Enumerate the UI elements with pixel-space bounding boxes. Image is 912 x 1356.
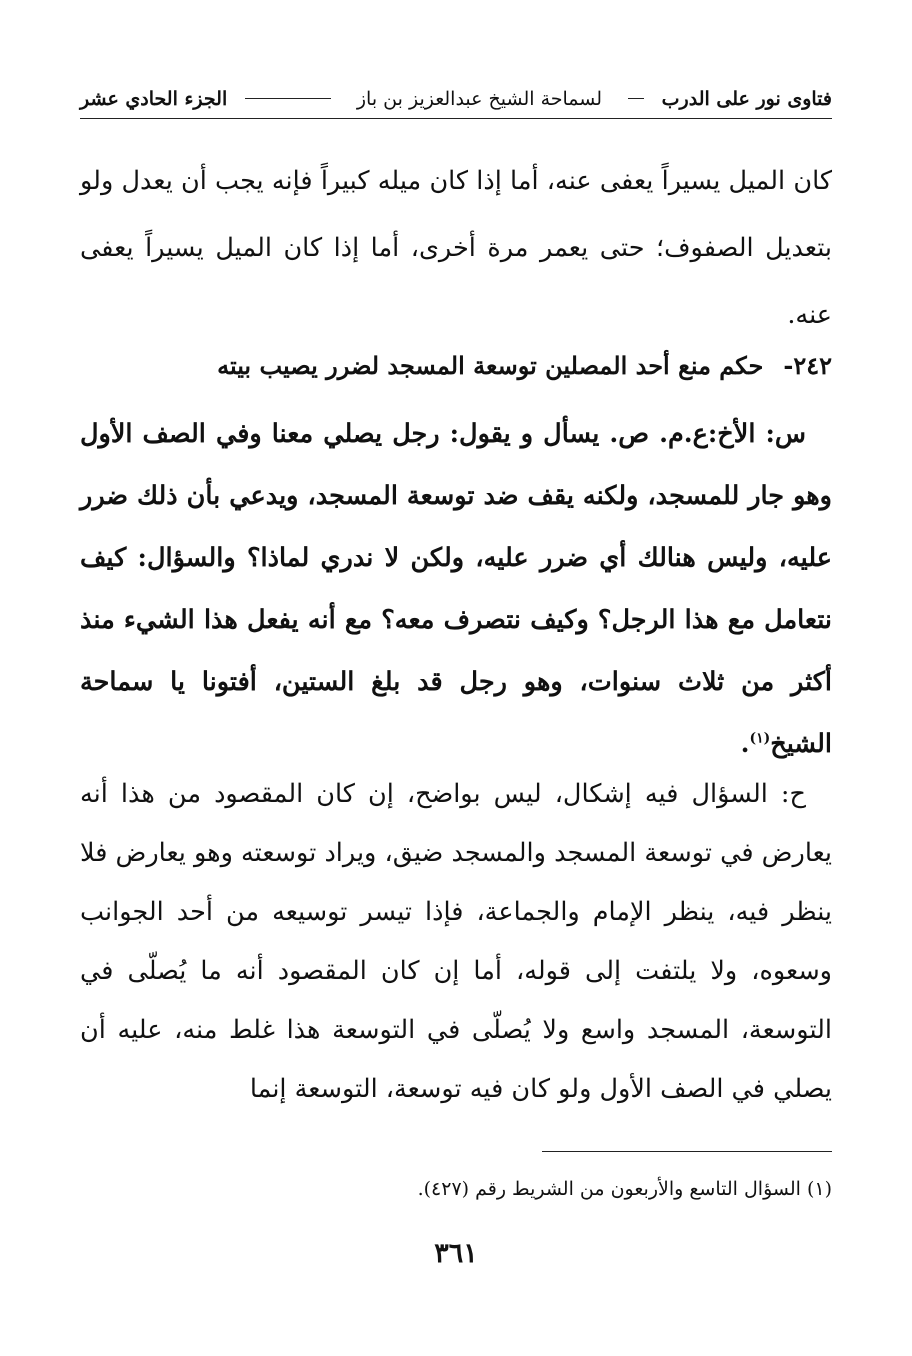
header-author: لسماحة الشيخ عبدالعزيز بن باز [356, 88, 603, 110]
header-book-title: فتاوى نور على الدرب [661, 88, 832, 110]
header-volume: الجزء الحادي عشر [80, 88, 228, 110]
footnote-marker[interactable]: (١) [749, 730, 771, 747]
question-text: س: الأخ:ع.م. ص. يسأل و يقول: رجل يصلي معنا وفي الصف الأول وهو جار للمسجد، ولكنه يقف ضد توسعة المسجد، ويدعي بأن ذلك ضرر عليه، وليس هنالك أي ضرر عليه، ولكن لا ندري لماذا؟ والسؤال: كيف نتعامل مع هذا الرجل؟ وكيف نتصرف معه؟ مع أنه يفعل هذا الشيء منذ أكثر من ثلاث سنوات، وهو رجل قد بلغ الستين، أفتونا يا سماحة الشيخ [80, 419, 832, 759]
running-header [80, 84, 832, 119]
section-heading [80, 344, 832, 388]
question-end-punct: . [740, 729, 750, 759]
question-paragraph [80, 403, 832, 775]
intro-paragraph-text: كان الميل يسيراً يعفى عنه، أما إذا كان ميله كبيراً فإنه يجب أن يعدل ولو بتعديل الصفوف؛ حتى يعمر مرة أخرى، أما إذا كان الميل يسيراً يعفى عنه. [80, 166, 832, 330]
intro-paragraph [80, 148, 832, 349]
footnote-text: (١) السؤال التاسع والأربعون من الشريط رقم (٤٢٧). [417, 1178, 832, 1200]
section-number: ٢٤٢- [783, 351, 832, 380]
footnote-divider [542, 1151, 832, 1152]
answer-text: ح: السؤال فيه إشكال، ليس بواضح، إن كان المقصود من هذا أنه يعارض في توسعة المسجد والمسجد ضيق، ويراد توسعته وهو يعارض فلا ينظر فيه، ينظر الإمام والجماعة، فإذا تيسر توسيعه من أحد الجوانب وسعوه، ولا يلتفت إلى قوله، أما إن كان المقصود أنه ما يُصلّى في التوسعة، المسجد واسع ولا يُصلّى في التوسعة هذا غلط منه، عليه أن يصلي في الصف الأول ولو كان فيه توسعة، التوسعة إنما [80, 779, 832, 1104]
header-dash-long [245, 98, 331, 99]
footnote [80, 1172, 832, 1206]
section-title: حكم منع أحد المصلين توسعة المسجد لضرر يصيب بيته [217, 351, 764, 380]
page-number: ٣٦١ [434, 1238, 478, 1269]
header-dash-short [628, 98, 644, 99]
answer-paragraph [80, 765, 832, 1119]
book-page [80, 0, 832, 1356]
